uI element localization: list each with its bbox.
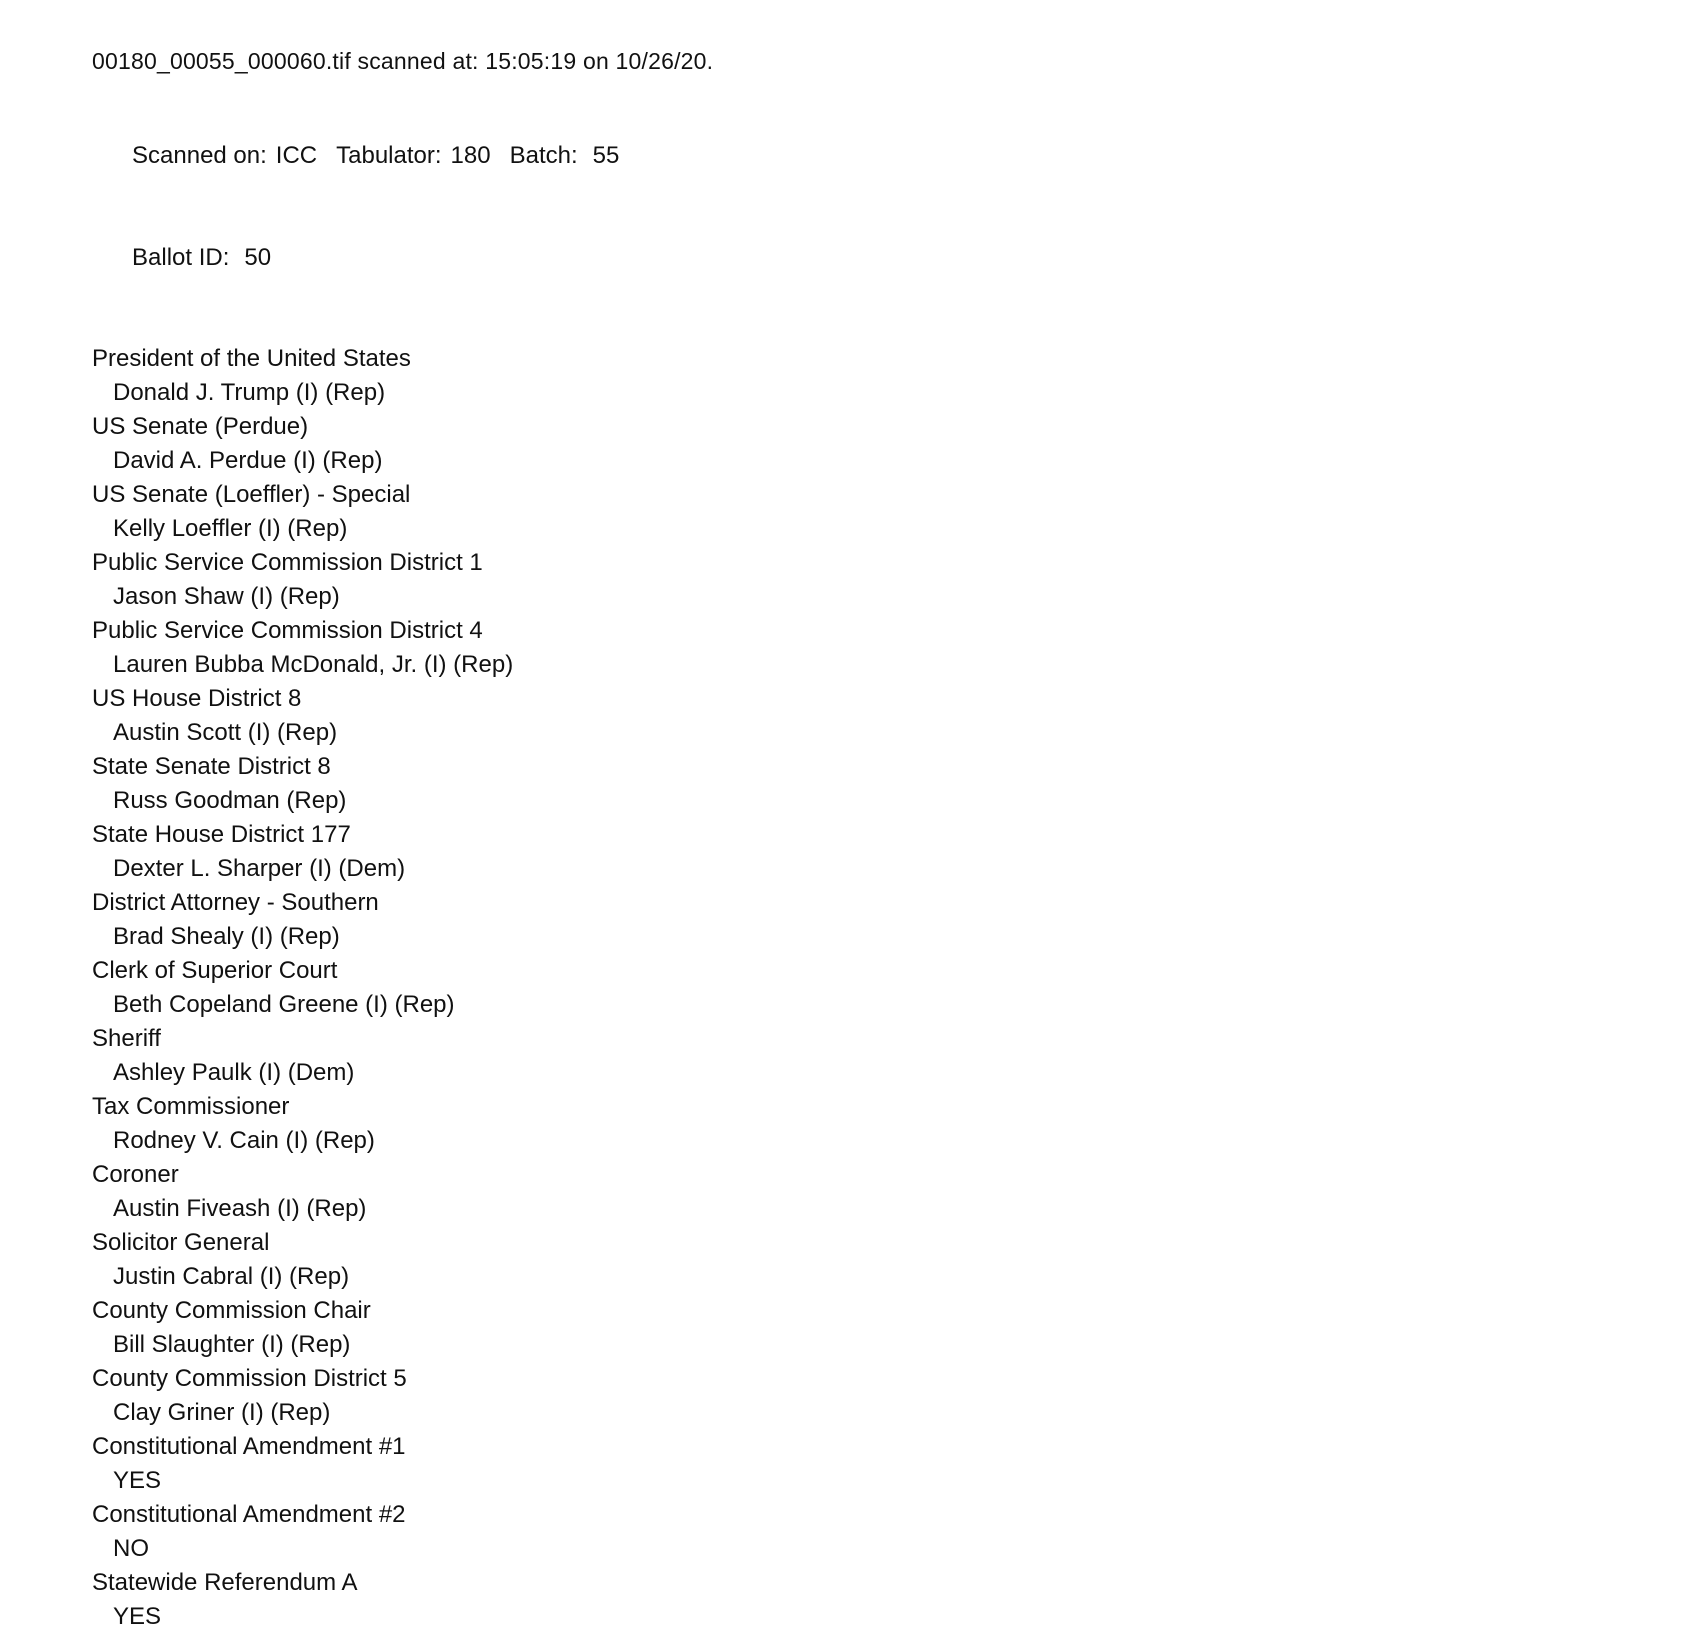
tabulator-value: 180: [450, 142, 491, 169]
contest-selection: Austin Fiveash (I) (Rep): [113, 1195, 367, 1222]
contest-entry: [92, 682, 1667, 750]
contest-entry: [92, 410, 1667, 478]
contest-entry: [92, 1566, 1667, 1634]
contest-entry: [92, 478, 1667, 546]
scanned-on-label: Scanned on:: [132, 142, 267, 169]
contest-title: US Senate (Perdue): [92, 413, 309, 440]
contest-entry: [92, 342, 1667, 410]
contest-selection: Clay Griner (I) (Rep): [113, 1399, 331, 1426]
contest-entry: [92, 1158, 1667, 1226]
contest-title: US Senate (Loeffler) - Special: [92, 481, 411, 508]
ballot-id-value: 50: [244, 244, 272, 271]
contest-title: Constitutional Amendment #1: [92, 1433, 406, 1460]
batch-value: 55: [592, 142, 620, 169]
contest-title: County Commission Chair: [92, 1297, 371, 1324]
contest-title: Statewide Referendum A: [92, 1569, 358, 1596]
contest-title: District Attorney - Southern: [92, 889, 379, 916]
scanned-on-value: ICC: [275, 142, 318, 169]
scanner-info-line: [92, 105, 1667, 207]
contest-entry: [92, 1362, 1667, 1430]
contest-title: Public Service Commission District 1: [92, 549, 483, 576]
batch-field: [510, 139, 620, 173]
contest-selection: Donald J. Trump (I) (Rep): [113, 379, 386, 406]
ballot-id-line: [92, 207, 1667, 309]
contest-selection: Beth Copeland Greene (I) (Rep): [113, 991, 455, 1018]
scanned-on-field: [132, 139, 317, 173]
contest-selection: Dexter L. Sharper (I) (Dem): [113, 855, 406, 882]
contest-selection: YES: [113, 1603, 162, 1630]
contest-selection: Bill Slaughter (I) (Rep): [113, 1331, 351, 1358]
contest-title: Sheriff: [92, 1025, 161, 1052]
ballot-id-label: Ballot ID:: [132, 244, 230, 271]
contest-title: State House District 177: [92, 821, 351, 848]
contest-entry: [92, 546, 1667, 614]
contest-title: Constitutional Amendment #2: [92, 1501, 406, 1528]
contest-title: President of the United States: [92, 345, 411, 372]
contest-entry: [92, 886, 1667, 954]
contest-list: [92, 342, 1667, 1634]
contest-selection: Kelly Loeffler (I) (Rep): [113, 515, 348, 542]
contest-title: Public Service Commission District 4: [92, 617, 483, 644]
contest-selection: Ashley Paulk (I) (Dem): [113, 1059, 355, 1086]
tabulator-field: [336, 139, 490, 173]
contest-entry: [92, 818, 1667, 886]
contest-title: Clerk of Superior Court: [92, 957, 338, 984]
batch-label: Batch:: [509, 142, 578, 169]
contest-selection: Rodney V. Cain (I) (Rep): [113, 1127, 375, 1154]
contest-selection: NO: [113, 1535, 149, 1562]
contest-entry: [92, 1022, 1667, 1090]
contest-selection: Lauren Bubba McDonald, Jr. (I) (Rep): [113, 651, 514, 678]
contest-entry: [92, 750, 1667, 818]
contest-title: State Senate District 8: [92, 753, 331, 780]
contest-selection: YES: [113, 1467, 162, 1494]
contest-entry: [92, 1294, 1667, 1362]
contest-selection: Justin Cabral (I) (Rep): [113, 1263, 350, 1290]
contest-title: Coroner: [92, 1161, 179, 1188]
contest-selection: Brad Shealy (I) (Rep): [113, 923, 340, 950]
contest-title: US House District 8: [92, 685, 302, 712]
contest-entry: [92, 1430, 1667, 1498]
scan-metadata-block: [92, 105, 1667, 309]
contest-selection: Jason Shaw (I) (Rep): [113, 583, 340, 610]
contest-selection: Russ Goodman (Rep): [113, 787, 347, 814]
contest-title: Tax Commissioner: [92, 1093, 290, 1120]
contest-entry: [92, 1090, 1667, 1158]
contest-entry: [92, 954, 1667, 1022]
contest-title: Solicitor General: [92, 1229, 270, 1256]
contest-selection: David A. Perdue (I) (Rep): [113, 447, 383, 474]
contest-entry: [92, 614, 1667, 682]
scan-filename-line: 00180_00055_000060.tif scanned at: 15:05:19 on 10/26/20.: [92, 48, 714, 74]
ballot-id-field: [132, 241, 271, 275]
tabulator-label: Tabulator:: [336, 142, 442, 169]
contest-entry: [92, 1498, 1667, 1566]
contest-title: County Commission District 5: [92, 1365, 407, 1392]
contest-entry: [92, 1226, 1667, 1294]
contest-selection: Austin Scott (I) (Rep): [113, 719, 338, 746]
